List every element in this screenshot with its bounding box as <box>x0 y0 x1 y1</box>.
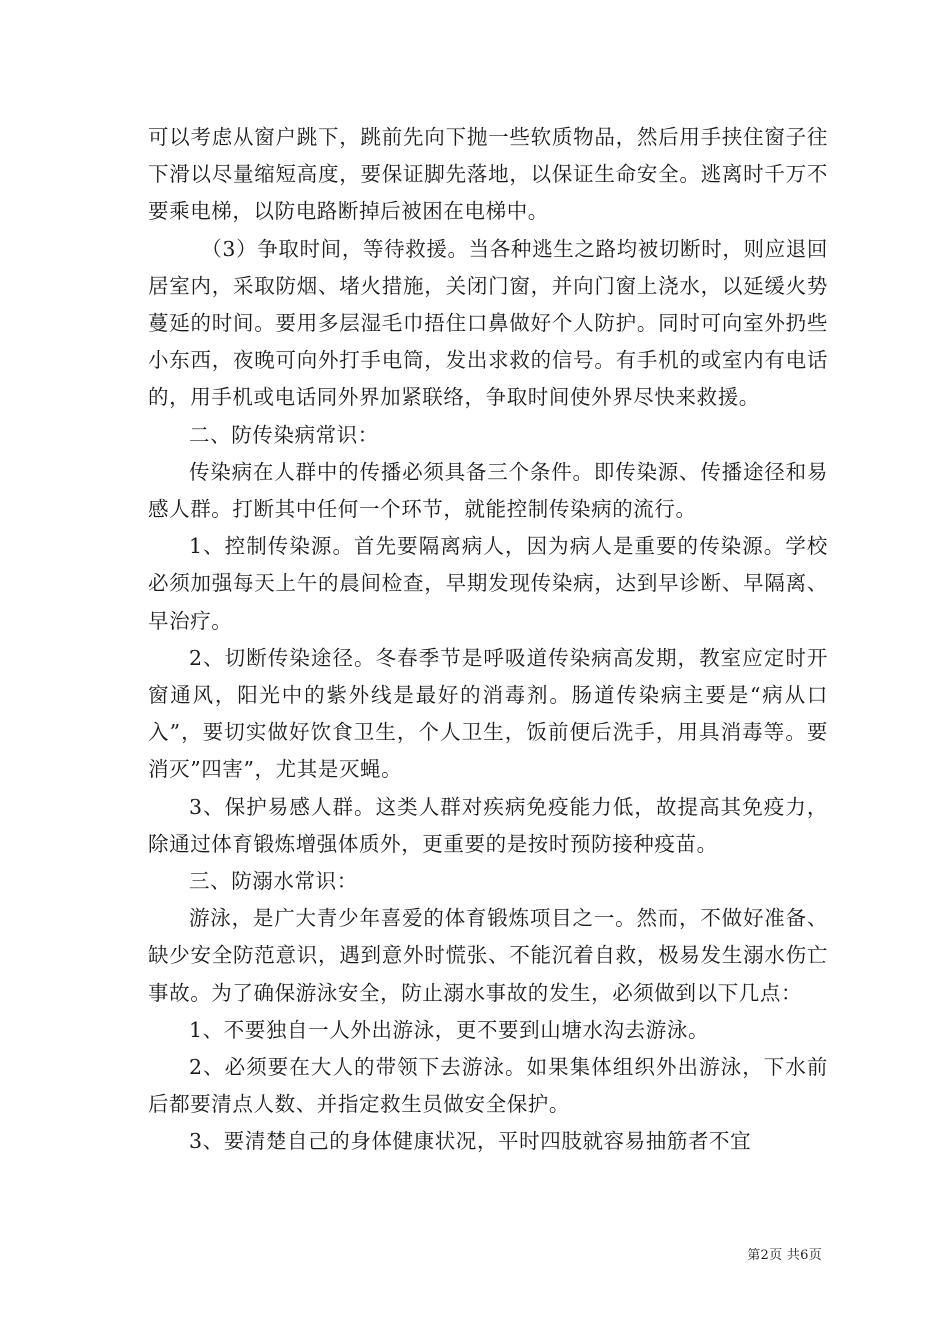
page-number-footer: 第2页 共6页 <box>747 1248 822 1263</box>
paragraph-cut-transmission: 2、切断传染途径。冬春季节是呼吸道传染病高发期，教室应定时开窗通风，阳光中的紫外线是最好的消毒剂。肠道传染病主要是“病从口入”，要切实做好饮食卫生，个人卫生，饭前便后洗手，用具消毒等。要消灭”四害”，尤其是灭蝇。 <box>148 645 828 782</box>
paragraph-window-escape: 可以考虑从窗户跳下，跳前先向下抛一些软质物品，然后用手挟住窗子往下滑以尽量缩短高度，要保证脚先落地，以保证生命安全。逃离时千万不要乘电梯，以防电路断掉后被困在电梯中。 <box>148 125 828 224</box>
paragraph-rule-3: 3、要清楚自己的身体健康状况，平时四肢就容易抽筋者不宜 <box>189 1129 752 1154</box>
section-heading-drowning: 三、防溺水常识： <box>189 869 358 894</box>
paragraph-control-source: 1、控制传染源。首先要隔离病人，因为病人是重要的传染源。学校必须加强每天上午的晨间检查，早期发现传染病，达到早诊断、早隔离、早治疗。 <box>148 534 828 633</box>
paragraph-transmission-conditions: 传染病在人群中的传播必须具备三个条件。即传染源、传播途径和易感人群。打断其中任何一个环节，就能控制传染病的流行。 <box>148 459 828 522</box>
paragraph-protect-susceptible: 3、保护易感人群。这类人群对疾病免疫能力低，故提高其免疫力，除通过体育锻炼增强体质外，更重要的是按时预防接种疫苗。 <box>148 794 828 856</box>
document-body <box>148 119 828 1161</box>
paragraph-swimming-intro: 游泳，是广大青少年喜爱的体育锻炼项目之一。然而，不做好准备、缺少安全防范意识，遇到意外时慌张、不能沉着自救，极易发生溺水伤亡事故。为了确保游泳安全，防止溺水事故的发生，必须做到以下几点： <box>148 906 828 1005</box>
paragraph-await-rescue: （3）争取时间，等待救援。当各种逃生之路均被切断时，则应退回居室内，采取防烟、堵火措施，关闭门窗，并向门窗上浇水，以延缓火势蔓延的时间。要用多层湿毛巾捂住口鼻做好个人防护。同时可向室外扔些小东西，夜晚可向外打手电筒，发出求救的信号。有手机的或室内有电话的，用手机或电话同外界加紧联络，争取时间使外界尽快来救援。 <box>148 236 828 410</box>
section-heading-infectious-disease: 二、防传染病常识： <box>189 422 379 447</box>
paragraph-rule-2: 2、必须要在大人的带领下去游泳。如果集体组织外出游泳，下水前后都要清点人数、并指定救生员做安全保护。 <box>148 1055 828 1117</box>
paragraph-rule-1: 1、不要独自一人外出游泳，更不要到山塘水沟去游泳。 <box>189 1017 710 1042</box>
